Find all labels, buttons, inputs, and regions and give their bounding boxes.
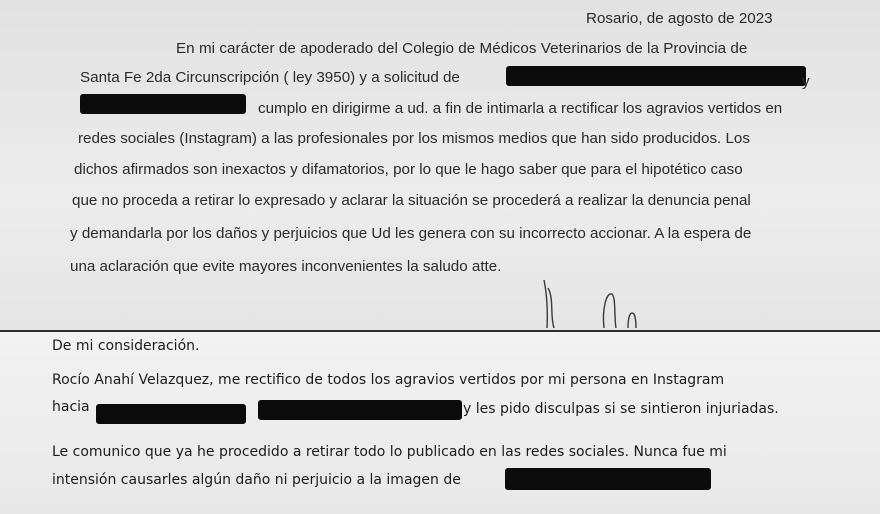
rectification-letter [0,330,880,514]
rectify-line-2-end: y les pido disculpas si se sintieron injuriadas. [463,401,779,417]
letter-line-6: que no proceda a retirar lo expresado y aclarar la situación se procederá a realizar la denuncia penal [72,192,751,209]
rectify-line-3: Le comunico que ya he procedido a retirar todo lo publicado en las redes sociales. Nunca fue mi [52,444,727,460]
letter-line-2-end: y [802,73,810,90]
letter-line-2: Santa Fe 2da Circunscripción ( ley 3950) y a solicitud de [80,69,460,86]
redaction-bar [506,66,806,86]
letter-line-8: una aclaración que evite mayores inconvenientes la saludo atte. [70,258,502,275]
rectify-line-4: intensión causarles algún daño ni perjuicio a la imagen de [52,472,461,488]
letter-line-3: cumplo en dirigirme a ud. a fin de intimarla a rectificar los agravios vertidos en [258,100,783,117]
rectify-line-2-start: hacia [52,399,90,415]
redaction-bar [505,468,711,490]
letter-line-7: y demandarla por los daños y perjuicios que Ud les genera con su incorrecto accionar. A la espera de [70,225,752,242]
redaction-bar [80,94,246,114]
signature-stroke [530,270,670,330]
redaction-bar [96,404,246,424]
letter-line-4: redes sociales (Instagram) a las profesionales por los mismos medios que han sido producidos. Los [78,130,750,147]
greeting: De mi consideración. [52,338,200,354]
rectify-line-1: Rocío Anahí Velazquez, me rectifico de todos los agravios vertidos por mi persona en Instagram [52,372,725,388]
letter-line-5: dichos afirmados son inexactos y difamatorios, por lo que le hago saber que para el hipotético caso [74,161,743,178]
letter-date: Rosario, de agosto de 2023 [586,10,773,27]
letter-line-1: En mi carácter de apoderado del Colegio de Médicos Veterinarios de la Provincia de [176,40,748,57]
redaction-bar [258,400,462,420]
